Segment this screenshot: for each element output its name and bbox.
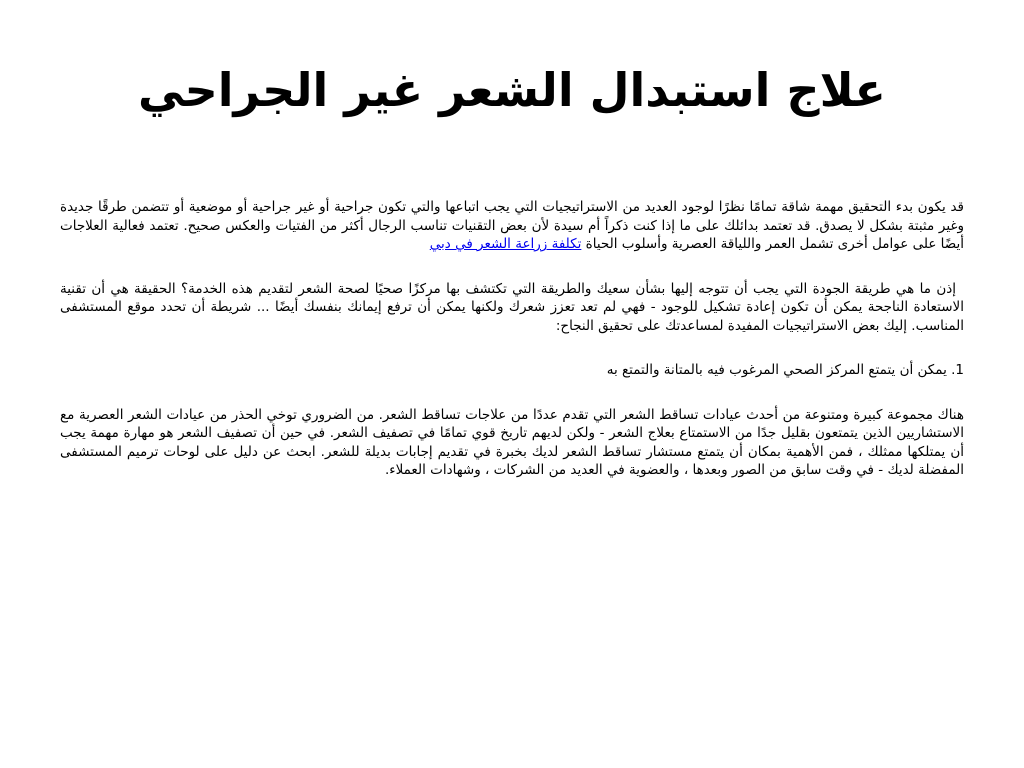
hair-transplant-cost-link[interactable]: تكلفة زراعة الشعر في دبي [429,236,582,252]
paragraph-point-1: 1. يمكن أن يتمتع المركز الصحي المرغوب فيه بالمتانة والتمتع به [606,362,964,378]
paragraph-strategies: إذن ما هي طريقة الجودة التي يجب أن تتوجه إليها بشأن سعيك والطريقة التي تكتشف بها مركزًا صحيًا لصحة الشعر لتقديم هذه الخدمة؟ الحقيقة هي أن تقنية الاستعادة الناجحة يمكن أن تكون إعادة تشكيل للوجود - فهي لم تعد تعزز شعرك ولكنها يمكن أن ترفع إيمانك بنفسك أيضًا ... شريطة أن تحدد موقع المستشفى المناسب. إليك بعض الاستراتيجيات المفيدة لمساعدتك على تحقيق النجاح: [60,280,964,334]
paragraph-clinics: هناك مجموعة كبيرة ومتنوعة من أحدث عيادات تساقط الشعر التي تقدم عددًا من علاجات تساقط الشعر. من الضروري توخي الحذر من عيادات الشعر العصرية مع الاستشاريين الذين يتمتعون بقليل جدًا من الاستمتاع بعلاج الشعر - ولكن لديهم تاريخ قوي تمامًا في تصفيف الشعر. في حين أن تصفيف الشعر هو مهارة مهمة يجب أن يمتلكها ممثلك ، فمن الأهمية بمكان أن يتمتع مستشار تساقط الشعر لديك بخبرة في تقديم إجابات بديلة للشعر. ابحث عن دليل على لوحات ترميم المستشفى المفضلة لديك - في وقت سابق من الصور وبعدها ، والعضوية في العديد من الشركات ، وشهادات العملاء. [60,406,964,478]
paragraph-intro-text: قد يكون بدء التحقيق مهمة شاقة تمامًا نظرًا لوجود العديد من الاستراتيجيات التي يجب اتباعها والتي تكون جراحية أو غير جراحية أو موضعية أو تتضمن طرقًا جديدة وغير مثبتة بشكل لا يصدق. قد تعتمد بدائلك على ما إذا كنت ذكراً أم سيدة لأن بعض التقنيات تناسب الرجال أكثر من الفتيات والعكس صحيح. تعتمد فعالية العلاجات أيضًا على عوامل أخرى تشمل العمر واللياقة العصرية وأسلوب الحياة [60,199,964,252]
page-title: علاج استبدال الشعر غير الجراحي [138,63,886,117]
paragraph-intro [60,198,964,254]
article-body [60,198,964,506]
